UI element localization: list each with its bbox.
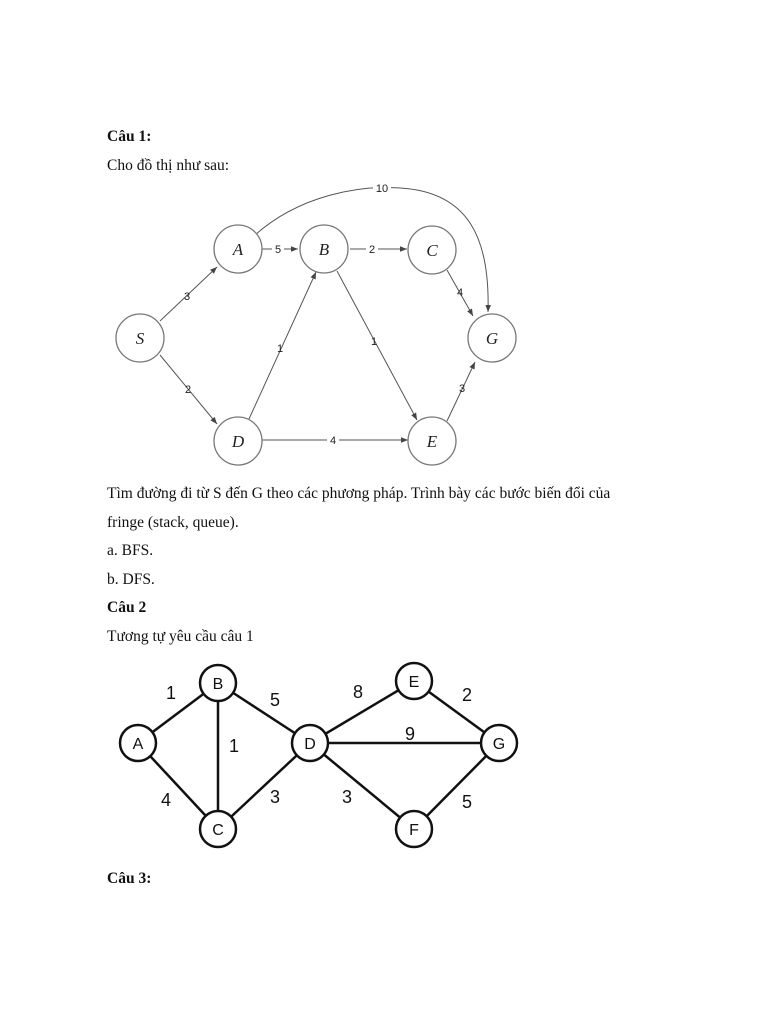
- svg-text:B: B: [318, 240, 330, 259]
- edge-weight: 2: [461, 685, 473, 705]
- question-1-task-line-1: Tìm đường đi từ S đến G theo các phương pháp. Trình bày các bước biến đổi của: [107, 485, 611, 502]
- edge-weight: 2: [368, 244, 376, 256]
- node-A: [120, 725, 156, 761]
- edge-weight: 3: [458, 383, 466, 395]
- node-B: [200, 665, 236, 701]
- edge-weight: 4: [160, 790, 172, 810]
- node-F: [396, 811, 432, 847]
- question-1-intro: Cho đồ thị như sau:: [107, 157, 230, 174]
- svg-text:A: A: [232, 240, 244, 259]
- edge-weight: 10: [375, 183, 389, 195]
- edge-weight: 5: [269, 690, 281, 710]
- node-C: [200, 811, 236, 847]
- edge-D-F: [310, 743, 414, 829]
- node-D: [292, 725, 328, 761]
- question-1-option-a: a. BFS.: [107, 542, 154, 559]
- edge-weight: 3: [269, 787, 281, 807]
- svg-text:B: B: [212, 676, 224, 693]
- node-E: [396, 663, 432, 699]
- edge-weight: 5: [461, 792, 473, 812]
- svg-text:D: D: [231, 432, 245, 451]
- question-3-heading: Câu 3:: [107, 870, 152, 887]
- edge-weight: 1: [228, 736, 240, 756]
- edge-weight: 1: [370, 336, 378, 348]
- svg-text:D: D: [304, 736, 316, 753]
- svg-text:E: E: [408, 674, 420, 691]
- svg-text:F: F: [409, 822, 419, 839]
- svg-text:S: S: [135, 329, 145, 348]
- edge-weight: 1: [165, 683, 177, 703]
- svg-text:A: A: [132, 736, 144, 753]
- question-1-task-line-2: fringe (stack, queue).: [107, 514, 239, 531]
- edge-weight: 4: [329, 435, 337, 447]
- edge-weight: 8: [352, 682, 364, 702]
- edge-weight: 3: [183, 291, 191, 303]
- edge-weight: 2: [184, 384, 192, 396]
- question-1-heading: Câu 1:: [107, 128, 152, 145]
- edge-weight: 4: [456, 287, 464, 299]
- svg-text:G: G: [492, 736, 506, 753]
- edge-weight: 3: [341, 787, 353, 807]
- svg-text:G: G: [485, 329, 499, 348]
- svg-text:C: C: [426, 241, 438, 260]
- svg-text:C: C: [212, 822, 224, 839]
- node-G: [481, 725, 517, 761]
- question-2-heading: Câu 2: [107, 599, 147, 616]
- edge-weight: 1: [276, 343, 284, 355]
- question-1-option-b: b. DFS.: [107, 571, 155, 588]
- question-2-intro: Tương tự yêu cầu câu 1: [107, 628, 254, 645]
- edge-weight: 9: [404, 724, 416, 744]
- edge-weight: 5: [274, 244, 282, 256]
- svg-text:E: E: [426, 432, 438, 451]
